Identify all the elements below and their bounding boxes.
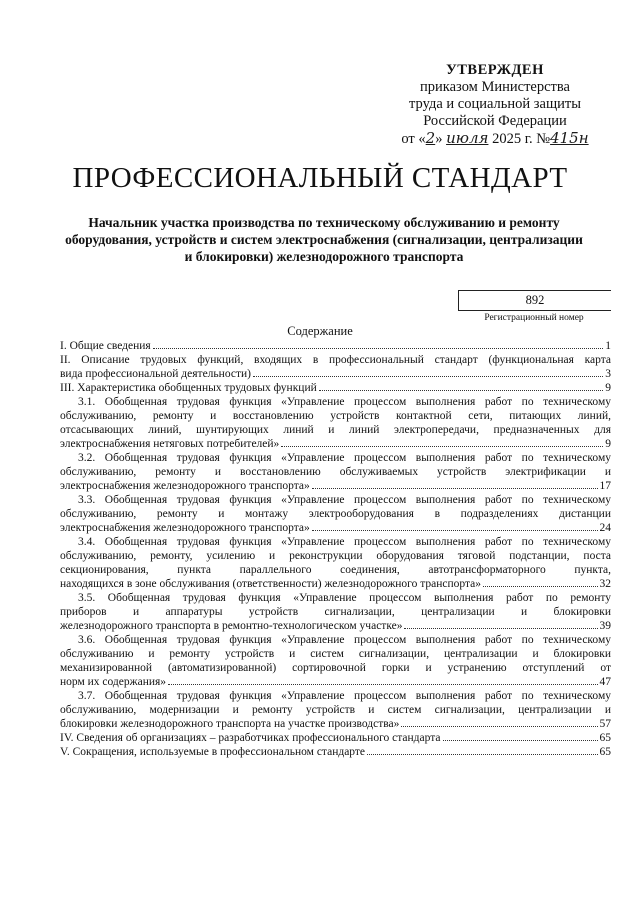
toc-entry-title: вида профессиональной деятельности): [60, 368, 251, 380]
toc-entry[interactable]: [60, 339, 611, 353]
toc-page-number: 9: [605, 438, 611, 450]
toc-entry[interactable]: [60, 367, 611, 381]
toc-entry-title: норм их содержания»: [60, 676, 167, 688]
toc-entry-line: 3.5. Обобщенная трудовая функция «Управление процессом выполнения работ по ремонту: [78, 592, 611, 604]
toc-entry-line: 3.6. Обобщенная трудовая функция «Управление процессом выполнения работ по техническому: [78, 634, 611, 646]
toc-page-number: 32: [599, 578, 611, 590]
toc-entry-line: приборов и аппаратуры устройств сигнализации, централизации и блокировки: [60, 606, 611, 618]
order-prefix: от «: [401, 131, 426, 147]
toc-entry-title: электроснабжения нетяговых потребителей»: [60, 438, 280, 450]
approval-heading: УТВЕРЖДЕН: [446, 62, 544, 78]
approval-line-2: труда и социальной защиты: [409, 96, 581, 112]
toc-page-number: 9: [605, 382, 611, 394]
toc-entry-line: 3.4. Обобщенная трудовая функция «Управление процессом выполнения работ по техническому: [78, 536, 611, 548]
toc-entry[interactable]: [60, 675, 611, 689]
toc-entry-title: электроснабжения железнодорожного транспорта»: [60, 480, 310, 492]
toc-page-number: 39: [599, 620, 611, 632]
toc-entry-line: секционирования, пункта параллельного соединения, автотрансформаторного пункта,: [60, 564, 611, 576]
dot-leader: [253, 376, 603, 377]
toc-entry-line: 3.3. Обобщенная трудовая функция «Управление процессом выполнения работ по техническому: [78, 494, 611, 506]
toc-entry-title: электроснабжения железнодорожного транспорта»: [60, 522, 310, 534]
toc-entry[interactable]: [60, 717, 611, 731]
dot-leader: [367, 754, 597, 755]
toc-entry-title: блокировки железнодорожного транспорта на участке производства»: [60, 718, 400, 730]
dot-leader: [483, 586, 597, 587]
toc-page-number: 57: [599, 718, 611, 730]
toc-entry-title: находящихся в зоне обслуживания (ответственности) железнодорожного транспорта»: [60, 578, 482, 590]
toc-entry-line: 3.7. Обобщенная трудовая функция «Управление процессом выполнения работ по техническому: [78, 690, 611, 702]
toc-entry-line: обслуживанию, модернизации и ремонту устройств и систем сигнализации, централизации и: [60, 704, 611, 716]
toc-page-number: 47: [599, 676, 611, 688]
toc-page-number: 65: [599, 732, 611, 744]
toc-entry-line: обслуживанию и ремонту устройств и систем сигнализации, централизации и блокировки: [60, 648, 611, 660]
registration-number-label: Регистрационный номер: [484, 313, 584, 323]
table-of-contents: [60, 339, 611, 759]
toc-entry-line: 3.2. Обобщенная трудовая функция «Управление процессом выполнения работ по техническому: [78, 452, 611, 464]
toc-page-number: 65: [599, 746, 611, 758]
toc-entry-line: обслуживанию, ремонту и восстановлению обслуживаемых устройств электрификации и: [60, 466, 611, 478]
toc-entry-line: II. Описание трудовых функций, входящих в профессиональный стандарт (функциональная карта: [60, 354, 611, 366]
toc-entry-line: обслуживанию, ремонту и восстановлению устройств контактной сети, питающих линий,: [60, 410, 611, 422]
toc-entry[interactable]: [60, 731, 611, 745]
profession-name: Начальник участка производства по техническому обслуживанию и ремонту оборудования, устройств и систем электроснабжения (сигнализации, централизации и блокировки) железнодорожного транспорта: [65, 215, 583, 264]
toc-page-number: 3: [605, 368, 611, 380]
dot-leader: [168, 684, 597, 685]
toc-entry-title: железнодорожного транспорта в ремонтно-технологическом участке»: [60, 620, 403, 632]
toc-page-number: 1: [605, 340, 611, 352]
dot-leader: [319, 390, 603, 391]
toc-entry-title: I. Общие сведения: [60, 340, 151, 352]
toc-title: Содержание: [287, 324, 353, 338]
order-number-handwritten: 415н: [550, 129, 589, 147]
order-mid: »: [435, 131, 443, 147]
order-month-handwritten: июля: [446, 129, 489, 147]
toc-entry-line: 3.1. Обобщенная трудовая функция «Управление процессом выполнения работ по техническому: [78, 396, 611, 408]
approval-line-3: Российской Федерации: [423, 113, 567, 129]
toc-entry-title: III. Характеристика обобщенных трудовых функций: [60, 382, 317, 394]
dot-leader: [312, 488, 598, 489]
toc-page-number: 24: [599, 522, 611, 534]
toc-entry[interactable]: [60, 619, 611, 633]
dot-leader: [281, 446, 603, 447]
approval-block: [380, 62, 610, 148]
toc-entry[interactable]: [60, 479, 611, 493]
toc-entry-line: механизированной (автоматизированной) сортировочной горки и устранению отступлений от: [60, 662, 611, 674]
toc-entry[interactable]: [60, 521, 611, 535]
toc-entry-line: обслуживанию, ремонту, усилению и реконструкции оборудования тяговой подстанции, поста: [60, 550, 611, 562]
toc-entry[interactable]: [60, 437, 611, 451]
dot-leader: [401, 726, 597, 727]
toc-entry[interactable]: [60, 577, 611, 591]
dot-leader: [443, 740, 598, 741]
toc-entry-line: обслуживанию, ремонту и монтажу электрооборудования в подразделениях дистанции: [60, 508, 611, 520]
dot-leader: [153, 348, 604, 349]
toc-entry-title: V. Сокращения, используемые в профессиональном стандарте: [60, 746, 366, 758]
order-line: [380, 130, 610, 148]
toc-entry-line: отсасывающих линий, шунтирующих линий и линий электропередачи, предназначенных для: [60, 424, 611, 436]
toc-page-number: 17: [599, 480, 611, 492]
dot-leader: [312, 530, 598, 531]
order-day-handwritten: 2: [425, 129, 436, 147]
toc-entry[interactable]: [60, 381, 611, 395]
toc-entry-title: IV. Сведения об организациях – разработчиках профессионального стандарта: [60, 732, 441, 744]
approval-line-1: приказом Министерства: [420, 79, 570, 95]
registration-number-box: 892: [458, 290, 611, 311]
toc-entry[interactable]: [60, 745, 611, 759]
dot-leader: [404, 628, 597, 629]
order-year: 2025 г. №: [492, 131, 551, 147]
document-title: ПРОФЕССИОНАЛЬНЫЙ СТАНДАРТ: [72, 162, 568, 194]
